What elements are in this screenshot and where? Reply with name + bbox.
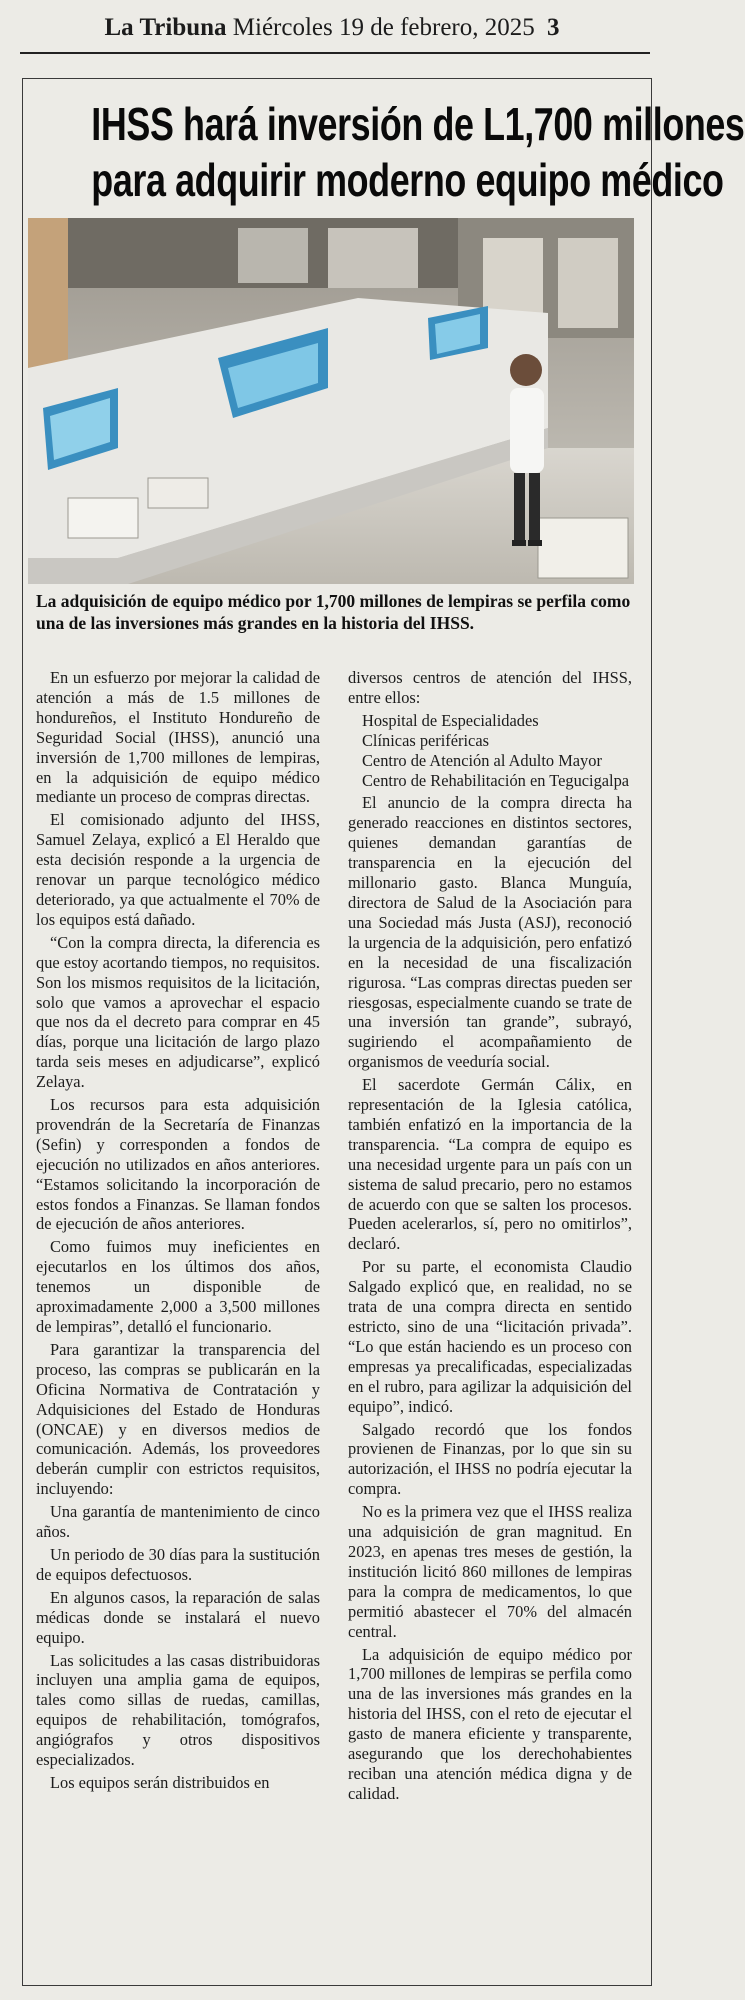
paragraph: En un esfuerzo por mejorar la calidad de atención a más de 1.5 millones de hondureños, el Instituto Hondureño de Seguridad Social (IHSS), anunció una inversión de 1,700 millones de lempiras, en la adquisición de equipo médico mediante un proceso de compras directas. [36, 668, 320, 807]
article-column-left [36, 668, 320, 1796]
headline-line-1: IHSS hará inversión de L1,700 millones [91, 98, 745, 150]
list-item: Centro de Atención al Adulto Mayor [362, 750, 602, 770]
list-item: Clínicas periféricas [362, 730, 489, 750]
publication-date: Miércoles 19 de febrero, 2025 [232, 14, 535, 41]
photo-caption: La adquisición de equipo médico por 1,700 millones de lempiras se perfila como una de las inversiones más grandes en la historia del IHSS. [36, 591, 631, 633]
page-number: 3 [547, 14, 560, 41]
paragraph: diversos centros de atención del IHSS, entre ellos: [348, 668, 632, 707]
paragraph: El anuncio de la compra directa ha generado reacciones en distintos sectores, quienes demandan garantías de transparencia en la ejecución del millonario gasto. Blanca Munguía, directora de Salud de la Asociación para una Sociedad más Justa (ASJ), reconoció la urgencia de la adquisición, pero enfatizó en la necesidad de una fiscalización rigurosa. “Las compras directas pueden ser riesgosas, especialmente cuando se trate de una inversión tan grande”, subrayó, sugiriendo el acompañamiento de organismos de veeduría social. [348, 793, 632, 1072]
newspaper-name: La Tribuna [104, 14, 227, 41]
centers-list [348, 711, 632, 791]
header-rule [20, 52, 650, 54]
paragraph: Los equipos serán distribuidos en [50, 1772, 270, 1792]
paragraph: Una garantía de mantenimiento de cinco años. [36, 1502, 320, 1542]
list-item: Hospital de Especialidades [362, 710, 539, 730]
paragraph: “Con la compra directa, la diferencia es que estoy acortando tiempos, no requisitos. Son los mismos requisitos de la licitación, solo que vamos a aprovechar el espacio que nos da el decreto para comprar en 45 días, porque una licitación de largo plazo tarda seis meses en adjudicarse”, explicó Zelaya. [36, 932, 320, 1092]
paragraph: En algunos casos, la reparación de salas médicas donde se instalará el nuevo equipo. [36, 1587, 320, 1647]
paragraph: Las solicitudes a las casas distribuidoras incluyen una amplia gama de equipos, tales como sillas de ruedas, camillas, equipos de rehabilitación, tomógrafos, angiógrafos y otros dispositivos especializados. [36, 1650, 320, 1770]
paragraph: El sacerdote Germán Cálix, en representación de la Iglesia católica, también enfatizó en la importancia de la transparencia. “La compra de equipo es una necesidad urgente para un país con un sistema de salud precario, pero no estamos de acuerdo con que se salten los procesos. Pueden acelerarlos, sí, pero no omitirlos”, declaró. [348, 1075, 632, 1254]
photo-illustration [28, 218, 634, 584]
headline [91, 96, 745, 208]
list-item: Centro de Rehabilitación en Tegucigalpa [362, 770, 630, 790]
paragraph: La adquisición de equipo médico por 1,700 millones de lempiras se perfila como una de las inversiones más grandes en la historia del IHSS, con el reto de ejecutar el gasto de manera eficiente y transparente, asegurando que los derechohabientes reciban una atención médica digna y de calidad. [348, 1644, 632, 1803]
paragraph: Los recursos para esta adquisición provendrán de la Secretaría de Finanzas (Sefin) y corresponden a fondos de ejecución no utilizados en años anteriores. “Estamos solicitando la incorporación de estos fondos a Finanzas. Se llaman fondos de ejecución de años anteriores. [36, 1095, 320, 1234]
paragraph: El comisionado adjunto del IHSS, Samuel Zelaya, explicó a El Heraldo que esta decisión responde a la urgencia de renovar un parque tecnológico médico deteriorado, ya que actualmente el 70% de los equipos está dañado. [36, 810, 320, 929]
paragraph: No es la primera vez que el IHSS realiza una adquisición de gran magnitud. En 2023, en apenas tres meses de gestión, la institución licitó 860 millones de lempiras para la compra de medicamentos, lo que permitió abastecer el 70% del almacén central. [348, 1502, 632, 1641]
headline-line-2: para adquirir moderno equipo médico [91, 154, 724, 206]
paragraph: Por su parte, el economista Claudio Salgado explicó que, en realidad, no se trata de una compra directa en sentido estricto, sino de una “licitación privada”. “Lo que están haciendo es un proceso con empresas ya precalificadas, especializadas en el rubro, para agilizar la adquisición del equipo”, indicó. [348, 1257, 632, 1416]
paragraph: Como fuimos muy ineficientes en ejecutarlos en los últimos dos años, tenemos un disponible de aproximadamente 2,000 a 3,500 millones de lempiras”, detalló el funcionario. [36, 1237, 320, 1336]
paragraph: Salgado recordó que los fondos provienen de Finanzas, por lo que sin su autorización, el IHSS no podría ejecutar la compra. [348, 1419, 632, 1499]
paragraph: Para garantizar la transparencia del proceso, las compras se publicarán en la Oficina Normativa de Contratación y Adquisiciones del Estado de Honduras (ONCAE) y en diversos medios de comunicación. Además, los proveedores deberán cumplir con estrictos requisitos, incluyendo: [36, 1339, 320, 1499]
medical-equipment-photo [28, 218, 634, 584]
page-header [0, 8, 664, 48]
paragraph: Un periodo de 30 días para la sustitución de equipos defectuosos. [36, 1544, 320, 1584]
article-column-right [348, 668, 632, 1807]
